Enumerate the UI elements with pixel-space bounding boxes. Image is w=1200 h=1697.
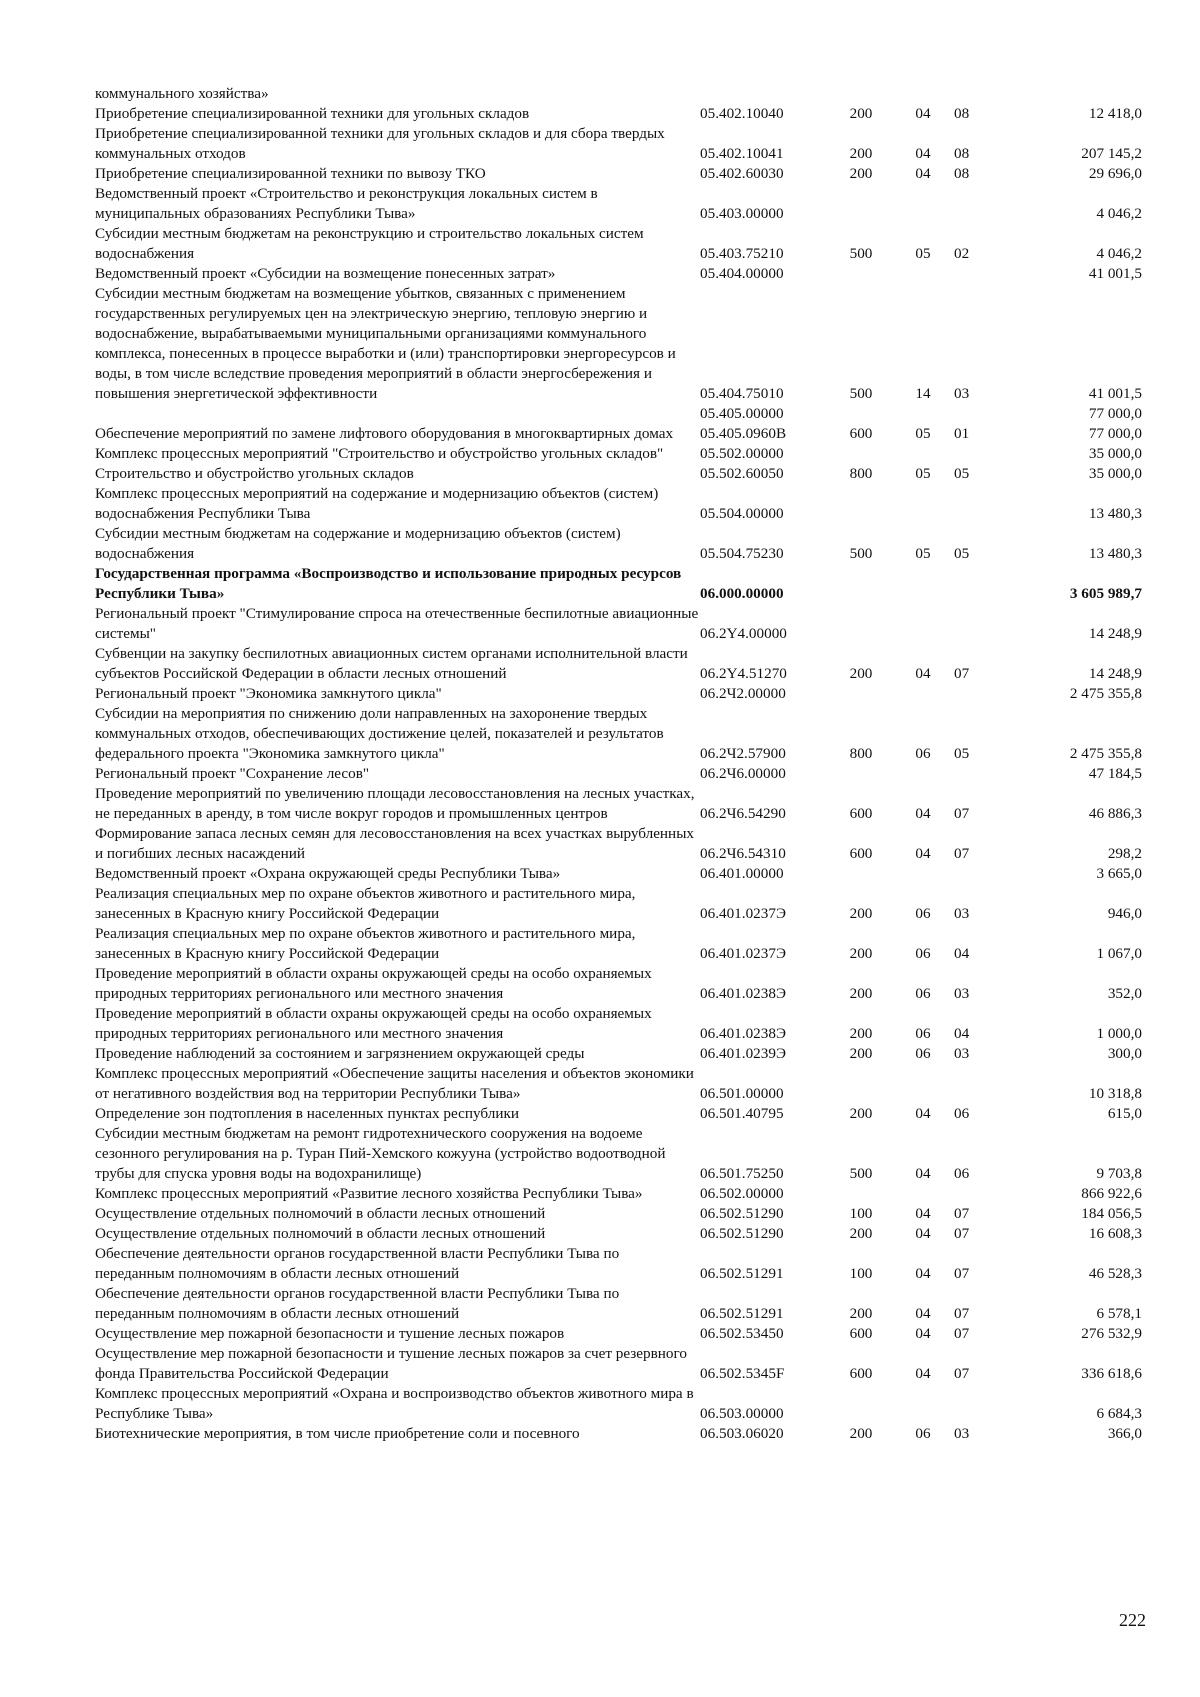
row-subsection: 07 (954, 1325, 970, 1342)
row-expense-type: 500 (849, 385, 873, 402)
row-code: 06.502.51291 (700, 1305, 784, 1322)
table-row (95, 164, 1142, 184)
row-amount: 47 184,5 (1088, 765, 1142, 782)
row-expense-type (830, 1064, 892, 1104)
row-section: 06 (915, 1045, 931, 1062)
row-code: 05.504.75230 (700, 545, 784, 562)
table-row (95, 224, 1142, 264)
row-expense-type (830, 1184, 892, 1204)
table-row (95, 464, 1142, 484)
row-name (95, 404, 700, 424)
row-amount: 13 480,3 (1088, 505, 1142, 522)
row-code: 06.2Ч6.54310 (700, 845, 786, 862)
row-code: 06.401.0238Э (700, 985, 786, 1002)
table-row (95, 824, 1142, 864)
table-row (95, 1324, 1142, 1344)
row-expense-type: 200 (849, 1105, 873, 1122)
row-name: Региональный проект "Стимулирование спроса на отечественные беспилотные авиационные системы" (95, 605, 699, 642)
row-amount: 41 001,5 (1088, 385, 1142, 402)
row-code: 06.502.00000 (700, 1185, 784, 1202)
table-row (95, 704, 1142, 764)
row-code: 06.2Ч6.54290 (700, 805, 786, 822)
row-amount: 10 318,8 (1088, 1085, 1142, 1102)
table-row (95, 684, 1142, 704)
row-code: 06.2Y4.51270 (700, 665, 787, 682)
row-code: 06.503.06020 (700, 1425, 784, 1442)
row-expense-type (830, 764, 892, 784)
table-row (95, 1064, 1142, 1104)
row-code: 06.501.75250 (700, 1165, 784, 1182)
table-row (95, 1284, 1142, 1324)
row-subsection: 06 (954, 1165, 970, 1182)
row-expense-type: 600 (849, 1365, 873, 1382)
table-row (95, 1224, 1142, 1244)
row-section (892, 264, 954, 284)
row-subsection: 07 (954, 1225, 970, 1242)
row-name: Строительство и обустройство угольных складов (95, 465, 414, 482)
row-expense-type: 200 (849, 1045, 873, 1062)
row-subsection: 04 (954, 1025, 970, 1042)
row-subsection (954, 1064, 1026, 1104)
row-section (892, 84, 954, 104)
row-section: 14 (915, 385, 931, 402)
row-code: 05.405.00000 (700, 405, 784, 422)
row-subsection (954, 404, 1026, 424)
row-section (892, 184, 954, 224)
row-code: 05.403.00000 (700, 205, 784, 222)
table-row (95, 1104, 1142, 1124)
row-amount: 1 067,0 (1096, 945, 1142, 962)
table-row (95, 1044, 1142, 1064)
row-name: Обеспечение мероприятий по замене лифтового оборудования в многоквартирных домах (95, 425, 674, 442)
row-expense-type: 500 (849, 245, 873, 262)
row-amount: 3 665,0 (1096, 865, 1142, 882)
row-expense-type: 100 (849, 1205, 873, 1222)
row-expense-type: 200 (849, 905, 873, 922)
row-amount: 1 000,0 (1096, 1025, 1142, 1042)
table-row (95, 964, 1142, 1004)
row-section: 04 (915, 1305, 931, 1322)
row-name: Комплекс процессных мероприятий «Обеспечение защиты населения и объектов экономики от негативного воздействия вод на территории Республики Тыва» (95, 1065, 694, 1102)
row-section: 05 (915, 425, 931, 442)
row-subsection: 03 (954, 905, 970, 922)
row-amount: 366,0 (1107, 1425, 1142, 1442)
row-section: 04 (915, 1265, 931, 1282)
row-code: 05.504.00000 (700, 505, 784, 522)
table-row (95, 764, 1142, 784)
row-section: 05 (915, 545, 931, 562)
row-section: 04 (915, 805, 931, 822)
row-amount: 2 475 355,8 (1069, 745, 1142, 762)
row-expense-type: 500 (849, 1165, 873, 1182)
row-section (892, 444, 954, 464)
row-subsection: 01 (954, 425, 970, 442)
table-row (95, 864, 1142, 884)
row-subsection: 03 (954, 1425, 970, 1442)
page-number: 222 (1119, 1610, 1146, 1630)
row-section: 06 (915, 1025, 931, 1042)
row-amount: 207 145,2 (1081, 145, 1142, 162)
row-section: 04 (915, 1365, 931, 1382)
row-expense-type (830, 444, 892, 464)
row-subsection (954, 1184, 1026, 1204)
budget-table-body (95, 84, 1142, 1444)
row-amount: 6 578,1 (1096, 1305, 1142, 1322)
row-section (892, 864, 954, 884)
row-expense-type: 200 (849, 105, 873, 122)
row-section: 05 (915, 245, 931, 262)
row-expense-type: 200 (849, 145, 873, 162)
row-section (892, 684, 954, 704)
row-code: 06.401.0239Э (700, 1045, 786, 1062)
row-section: 06 (915, 745, 931, 762)
row-section: 04 (915, 105, 931, 122)
row-amount: 615,0 (1107, 1105, 1142, 1122)
row-subsection (954, 1384, 1026, 1424)
row-expense-type (830, 484, 892, 524)
row-code: 06.401.0237Э (700, 905, 786, 922)
row-amount: 29 696,0 (1088, 165, 1142, 182)
row-subsection (954, 564, 1026, 604)
row-name: Осуществление отдельных полномочий в области лесных отношений (95, 1205, 546, 1222)
table-row (95, 564, 1142, 604)
row-name: Осуществление отдельных полномочий в области лесных отношений (95, 1225, 546, 1242)
table-row (95, 444, 1142, 464)
row-amount: 46 528,3 (1088, 1265, 1142, 1282)
row-code: 05.403.75210 (700, 245, 784, 262)
row-name: Реализация специальных мер по охране объектов животного и растительного мира, занесенных в Красную книгу Российской Федерации (95, 925, 636, 962)
row-section (892, 484, 954, 524)
row-subsection: 07 (954, 665, 970, 682)
row-section (892, 404, 954, 424)
table-row (95, 84, 1142, 104)
row-name: Региональный проект "Сохранение лесов" (95, 765, 370, 782)
row-amount: 298,2 (1107, 845, 1142, 862)
row-name: Приобретение специализированной техники по вывозу ТКО (95, 165, 486, 182)
row-amount: 35 000,0 (1088, 465, 1142, 482)
table-row (95, 184, 1142, 224)
table-row (95, 124, 1142, 164)
row-section (892, 1184, 954, 1204)
table-row (95, 264, 1142, 284)
row-section (892, 1384, 954, 1424)
row-section: 04 (915, 1325, 931, 1342)
row-expense-type: 800 (849, 465, 873, 482)
row-amount: 6 684,3 (1096, 1405, 1142, 1422)
row-amount: 14 248,9 (1088, 625, 1142, 642)
row-expense-type (830, 264, 892, 284)
row-subsection: 05 (954, 745, 970, 762)
row-code: 06.401.00000 (700, 865, 784, 882)
table-row (95, 424, 1142, 444)
row-expense-type (830, 1384, 892, 1424)
row-name: Проведение мероприятий в области охраны окружающей среды на особо охраняемых природных территориях регионального или местного значения (95, 1005, 652, 1042)
row-code: 05.502.60050 (700, 465, 784, 482)
row-expense-type: 200 (849, 165, 873, 182)
row-code: 05.404.75010 (700, 385, 784, 402)
row-expense-type: 200 (849, 665, 873, 682)
row-subsection (954, 864, 1026, 884)
row-subsection (954, 444, 1026, 464)
budget-table (95, 84, 1142, 1444)
row-subsection (954, 684, 1026, 704)
row-section: 06 (915, 905, 931, 922)
row-code: 06.2Y4.00000 (700, 625, 787, 642)
table-row (95, 1384, 1142, 1424)
row-subsection (954, 84, 1026, 104)
row-code: 06.502.51291 (700, 1265, 784, 1282)
row-name: Государственная программа «Воспроизводство и использование природных ресурсов Республики Тыва» (95, 565, 682, 602)
row-subsection: 07 (954, 1265, 970, 1282)
row-subsection: 07 (954, 805, 970, 822)
table-row (95, 1424, 1142, 1444)
table-row (95, 1184, 1142, 1204)
row-code: 05.402.10041 (700, 145, 784, 162)
row-section (892, 604, 954, 644)
row-amount: 184 056,5 (1081, 1205, 1142, 1222)
row-subsection: 05 (954, 545, 970, 562)
row-amount: 35 000,0 (1088, 445, 1142, 462)
row-name: Ведомственный проект «Субсидии на возмещение понесенных затрат» (95, 265, 556, 282)
row-code: 06.502.51290 (700, 1205, 784, 1222)
row-subsection: 03 (954, 385, 970, 402)
row-name: Субсидии местным бюджетам на содержание и модернизацию объектов (систем) водоснабжения (95, 525, 621, 562)
row-amount: 41 001,5 (1088, 265, 1142, 282)
row-expense-type: 600 (849, 845, 873, 862)
row-name: Субсидии местным бюджетам на возмещение убытков, связанных с применением государственных регулируемых цен на электрическую энергию, тепловую энергию и водоснабжение, вырабатываемыми муниципальными организациями коммунального комплекса, понесенных в процессе выработки и (или) транспортировки энергоресурсов и воды, в том числе вследствие проведения мероприятий в области энергосбережения и повышения энергетической эффективности (95, 285, 676, 402)
row-expense-type: 600 (849, 1325, 873, 1342)
row-subsection: 08 (954, 165, 970, 182)
row-section: 04 (915, 1105, 931, 1122)
table-row (95, 1204, 1142, 1224)
row-name: Биотехнические мероприятия, в том числе приобретение соли и посевного (95, 1425, 580, 1442)
row-subsection (954, 764, 1026, 784)
row-subsection: 02 (954, 245, 970, 262)
row-amount: 77 000,0 (1088, 405, 1142, 422)
row-code: 06.401.0237Э (700, 945, 786, 962)
row-name: Комплекс процессных мероприятий «Охрана и воспроизводство объектов животного мира в Республике Тыва» (95, 1385, 694, 1422)
row-code: 06.2Ч6.00000 (700, 765, 786, 782)
row-name: Проведение мероприятий в области охраны окружающей среды на особо охраняемых природных территориях регионального или местного значения (95, 965, 652, 1002)
row-amount (1026, 84, 1142, 104)
row-expense-type: 200 (849, 985, 873, 1002)
row-expense-type: 200 (849, 945, 873, 962)
row-code: 05.405.0960В (700, 425, 787, 442)
row-code: 06.2Ч2.57900 (700, 745, 786, 762)
row-amount: 14 248,9 (1088, 665, 1142, 682)
row-section: 06 (915, 985, 931, 1002)
table-row (95, 284, 1142, 404)
row-subsection: 03 (954, 985, 970, 1002)
row-expense-type (830, 404, 892, 424)
table-row (95, 1344, 1142, 1384)
table-row (95, 924, 1142, 964)
row-expense-type (830, 684, 892, 704)
row-section: 04 (915, 845, 931, 862)
row-name: Проведение мероприятий по увеличению площади лесовосстановления на лесных участках, не переданных в аренду, в том числе вокруг городов и промышленных центров (95, 785, 695, 822)
row-amount: 336 618,6 (1081, 1365, 1142, 1382)
row-amount: 13 480,3 (1088, 545, 1142, 562)
row-section: 06 (915, 945, 931, 962)
row-name: Осуществление мер пожарной безопасности и тушение лесных пожаров за счет резервного фонда Правительства Российской Федерации (95, 1345, 687, 1382)
table-row (95, 604, 1142, 644)
row-name: Реализация специальных мер по охране объектов животного и растительного мира, занесенных в Красную книгу Российской Федерации (95, 885, 636, 922)
row-expense-type: 800 (849, 745, 873, 762)
row-name: Обеспечение деятельности органов государственной власти Республики Тыва по переданным полномочиям в области лесных отношений (95, 1245, 620, 1282)
row-name: Проведение наблюдений за состоянием и загрязнением окружающей среды (95, 1045, 585, 1062)
row-expense-type: 200 (849, 1305, 873, 1322)
row-name: Комплекс процессных мероприятий "Строительство и обустройство угольных складов" (95, 445, 664, 462)
row-subsection: 07 (954, 1205, 970, 1222)
row-subsection (954, 604, 1026, 644)
row-name: Приобретение специализированной техники для угольных складов (95, 105, 530, 122)
table-row (95, 1004, 1142, 1044)
row-amount: 276 532,9 (1081, 1325, 1142, 1342)
row-subsection (954, 484, 1026, 524)
row-expense-type (830, 604, 892, 644)
row-name: Ведомственный проект «Охрана окружающей среды Республики Тыва» (95, 865, 561, 882)
row-name: Комплекс процессных мероприятий на содержание и модернизацию объектов (систем) водоснабжения Республики Тыва (95, 485, 659, 522)
row-section: 04 (915, 665, 931, 682)
row-amount: 12 418,0 (1088, 105, 1142, 122)
row-subsection (954, 184, 1026, 224)
row-code: 06.000.00000 (700, 585, 784, 602)
row-expense-type (830, 184, 892, 224)
row-amount: 352,0 (1107, 985, 1142, 1002)
row-section: 04 (915, 1165, 931, 1182)
table-row (95, 104, 1142, 124)
row-subsection: 08 (954, 105, 970, 122)
row-amount: 2 475 355,8 (1069, 685, 1142, 702)
row-code: 06.2Ч2.00000 (700, 685, 786, 702)
row-subsection: 07 (954, 1365, 970, 1382)
row-expense-type: 200 (849, 1225, 873, 1242)
table-row (95, 784, 1142, 824)
row-amount: 866 922,6 (1081, 1185, 1142, 1202)
table-row (95, 644, 1142, 684)
row-name: коммунального хозяйства» (95, 85, 269, 102)
row-expense-type: 200 (849, 1025, 873, 1042)
row-name: Ведомственный проект «Строительство и реконструкция локальных систем в муниципальных образованиях Республики Тыва» (95, 185, 598, 222)
row-subsection: 07 (954, 1305, 970, 1322)
row-subsection (954, 264, 1026, 284)
row-code: 06.502.5345F (700, 1365, 785, 1382)
row-code: 05.502.00000 (700, 445, 784, 462)
row-expense-type: 500 (849, 545, 873, 562)
table-row (95, 524, 1142, 564)
row-section: 04 (915, 145, 931, 162)
row-expense-type: 100 (849, 1265, 873, 1282)
row-name: Приобретение специализированной техники для угольных складов и для сбора твердых коммунальных отходов (95, 125, 665, 162)
row-amount: 300,0 (1107, 1045, 1142, 1062)
row-code: 05.402.60030 (700, 165, 784, 182)
row-section (892, 764, 954, 784)
row-name: Комплекс процессных мероприятий «Развитие лесного хозяйства Республики Тыва» (95, 1185, 643, 1202)
row-subsection: 08 (954, 145, 970, 162)
row-code: 05.402.10040 (700, 105, 784, 122)
row-section (892, 564, 954, 604)
row-name: Субвенции на закупку беспилотных авиационных систем органами исполнительной власти субъектов Российской Федерации в области лесных отношений (95, 645, 688, 682)
row-name: Определение зон подтопления в населенных пунктах республики (95, 1105, 519, 1122)
row-section (892, 1064, 954, 1104)
row-section: 04 (915, 1205, 931, 1222)
row-section: 04 (915, 165, 931, 182)
row-code: 06.502.51290 (700, 1225, 784, 1242)
row-code: 06.501.00000 (700, 1085, 784, 1102)
row-expense-type (830, 84, 892, 104)
row-name: Субсидии местным бюджетам на реконструкцию и строительство локальных систем водоснабжения (95, 225, 644, 262)
row-section: 04 (915, 1225, 931, 1242)
row-section: 06 (915, 1425, 931, 1442)
row-expense-type: 200 (849, 1425, 873, 1442)
row-subsection: 03 (954, 1045, 970, 1062)
row-amount: 4 046,2 (1096, 205, 1142, 222)
row-subsection: 05 (954, 465, 970, 482)
row-amount: 16 608,3 (1088, 1225, 1142, 1242)
row-amount: 77 000,0 (1088, 425, 1142, 442)
table-row (95, 1244, 1142, 1284)
table-row (95, 404, 1142, 424)
row-name: Обеспечение деятельности органов государственной власти Республики Тыва по переданным полномочиям в области лесных отношений (95, 1285, 620, 1322)
table-row (95, 1124, 1142, 1184)
row-name: Региональный проект "Экономика замкнутого цикла" (95, 685, 442, 702)
row-amount: 3 605 989,7 (1069, 585, 1142, 602)
row-subsection: 07 (954, 845, 970, 862)
row-amount: 946,0 (1107, 905, 1142, 922)
row-subsection: 06 (954, 1105, 970, 1122)
table-row (95, 484, 1142, 524)
row-code: 06.503.00000 (700, 1405, 784, 1422)
row-amount: 46 886,3 (1088, 805, 1142, 822)
row-code (700, 84, 830, 104)
row-code: 06.502.53450 (700, 1325, 784, 1342)
table-row (95, 884, 1142, 924)
row-code: 06.501.40795 (700, 1105, 784, 1122)
row-section: 05 (915, 465, 931, 482)
row-name: Осуществление мер пожарной безопасности и тушение лесных пожаров (95, 1325, 565, 1342)
row-code: 06.401.0238Э (700, 1025, 786, 1042)
row-amount: 9 703,8 (1096, 1165, 1142, 1182)
row-expense-type (830, 564, 892, 604)
row-name: Субсидии на мероприятия по снижению доли направленных на захоронение твердых коммунальных отходов, обеспечивающих достижение целей, показателей и результатов федерального проекта "Экономика замкнутого цикла" (95, 705, 664, 762)
row-name: Формирование запаса лесных семян для лесовосстановления на всех участках вырубленных и погибших лесных насаждений (95, 825, 694, 862)
row-expense-type: 600 (849, 425, 873, 442)
row-name: Субсидии местным бюджетам на ремонт гидротехнического сооружения на водоеме сезонного регулирования на р. Туран Пий-Хемского кожууна (устройство водоотводной трубы для спуска уровня воды на водохранилище) (95, 1125, 666, 1182)
row-code: 05.404.00000 (700, 265, 784, 282)
row-expense-type: 600 (849, 805, 873, 822)
row-amount: 4 046,2 (1096, 245, 1142, 262)
row-subsection: 04 (954, 945, 970, 962)
row-expense-type (830, 864, 892, 884)
